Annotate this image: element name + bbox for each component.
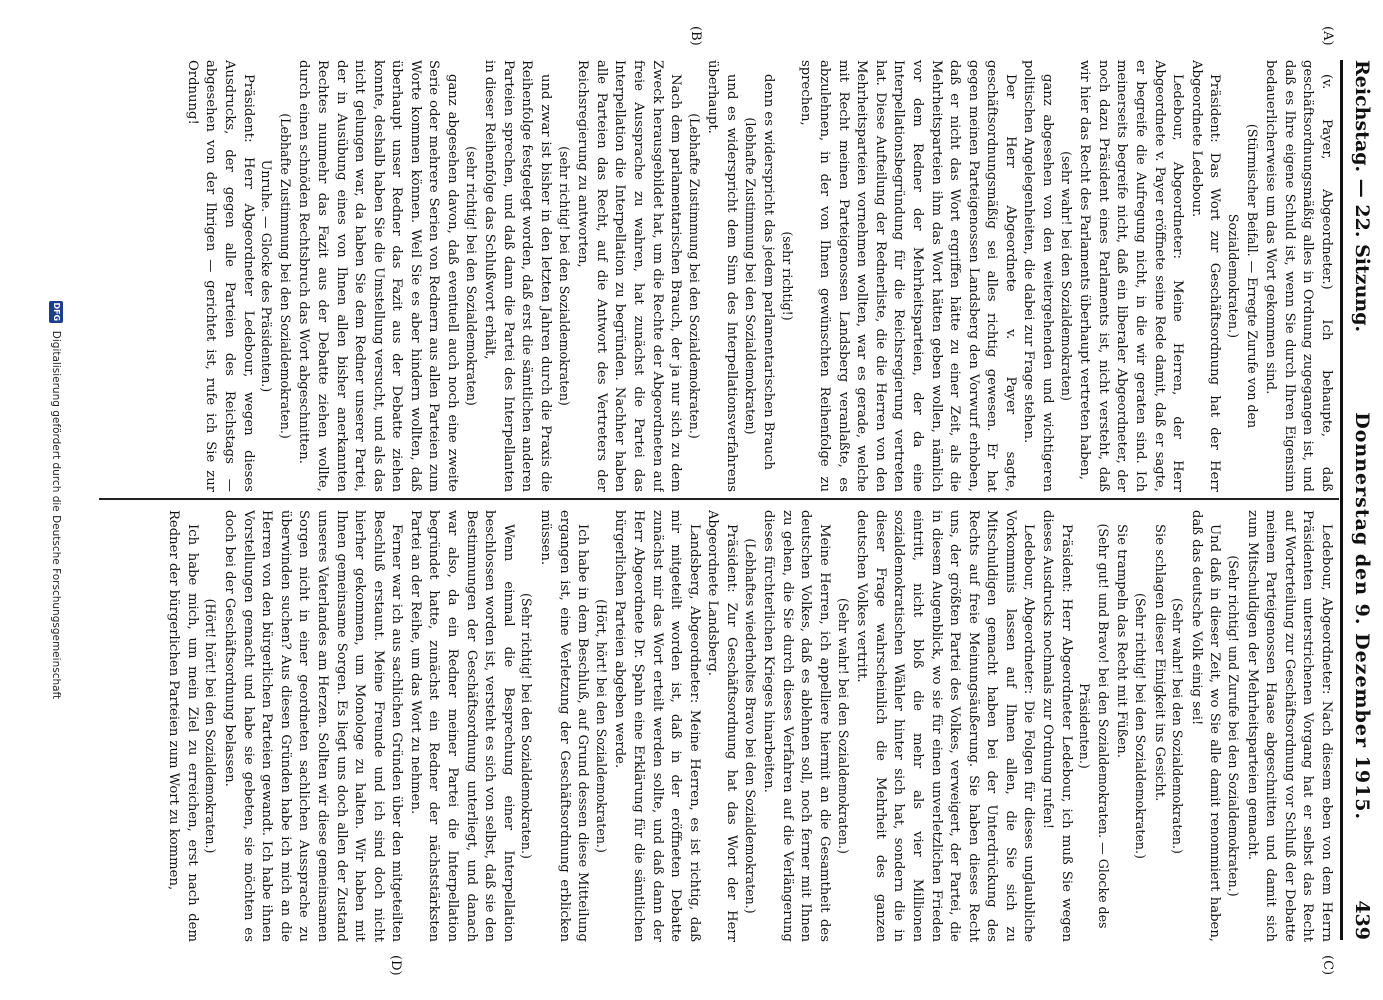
interjection: (sehr wahr! bei den Sozialdemokraten) [1058, 151, 1074, 401]
paragraph: Präsident: Herr Abgeordneter Ledebour, wegen dieses Ausdrucks, der gegen alle Parteien des Reichstags — abgesehen von der Ihrigen — gerichtet ist, rufe ich Sie zur Ordnung! [184, 60, 256, 492]
interjection: (sehr richtig! bei den Sozialdemokraten) [556, 146, 572, 406]
paragraph: Präsident: Herr Abgeordneter Ledebour, ich muß Sie wegen dieses Ausdrucks nochmals zur Ordnung rufen! [1040, 510, 1074, 942]
paragraph: Sie trampeln das Recht mit Füßen. [1114, 524, 1130, 758]
margin-mark-b: (B) [688, 26, 703, 46]
interjection: (sehr richtig!) [779, 231, 795, 321]
paragraph: Sie schlagen dieser Einigkeit ins Gesicht. [1151, 524, 1167, 802]
paragraph: Ich habe mich, um mein Ziel zu erreichen, erst nach dem Redner der bürgerlichen Parteien zum Wort zu kommen, [166, 510, 200, 942]
interjection: (Lebhafte Zustimmung bei den Sozialdemokraten.) [686, 113, 702, 439]
paragraph: Ferner war ich aus sachlichen Gründen über den mitgeteilten Beschluß erstaunt. Meine Freunde und ich sind doch nicht hierher gekommen, um Monologe zu halten. Wir haben mit Ihnen gemeinsame Sorgen. Es liegt uns doch allen der Zustand unseres Vaterlandes am Herzen. Sollten wir diese gemeinsamen Sorgen nicht in einer geordneten sachlichen Aussprache zu überwinden suchen? Aus diesen Gründen habe ich mich an die Herren von den bürgerlichen Parteien gewandt. Ich habe ihnen Vorstellungen gemacht und habe sie gebeten, sie möchten es doch bei der Geschäftsordnung belassen. [221, 510, 405, 942]
page-header [1342, 60, 1382, 940]
interjection: (Sehr gut! und Bravo! bei den Sozialdemokraten. — Glocke des Präsidenten.) [1077, 523, 1111, 929]
paragraph: Wenn einmal die Besprechung einer Interpellation beschlossen worden ist, versteht es sich von selbst, daß sie den Bestimmungen der Geschäftsordnung unterliegt, und danach war also, da ein Redner meiner Partei die Interpellation begründet hatte, zunächst ein Redner der nächststärksten Partei an der Reihe, um das Wort zu nehmen. [407, 510, 516, 942]
paragraph: und es widerspricht dem Sinn des Interpellationsverfahrens überhaupt. [705, 60, 739, 492]
paragraph: Nach dem parlamentarischen Brauch, der ja nur sich zu dem Zweck herausgebildet hat, um die Rechte der Abgeordneten auf freie Aussprache zu wahren, hat zunächst die Partei das Interpellation die Interpellation zu begründen. Nachher haben alle Parteien das Recht, auf die Antwort des Vertreters der Reichsregierung zu antworten, [575, 60, 684, 492]
paragraph: Und daß in dieser Zeit, wo Sie alle damit renommiert haben, daß das deutsche Volk einig sei! [1188, 510, 1223, 942]
paragraph: Präsident: Zur Geschäftsordnung hat das Wort der Herr Abgeordnete Landsberg. [705, 510, 739, 942]
interjection: Unruhe. — Glocke des Präsidenten.) [259, 159, 275, 393]
paragraph: Ledebour, Abgeordneter: Meine Herren, der Herr Abgeordnete v. Payer eröffnete seine Rede damit, daß er sagte, er begreife die Aufregung nicht, in die wir geraten sind. Ich meinerseits begreife nicht, daß ein liberaler Abgeordneter, der noch dazu Präsident eines Parlaments ist, nicht versteht, daß wir hier das Recht des Parlaments überhaupt vertreten haben, [1077, 60, 1186, 492]
left-column [95, 60, 1335, 492]
paragraph: Präsident: Das Wort zur Geschäftsordnung hat der Herr Abgeordnete Ledebour. [1188, 60, 1223, 492]
interjection: (sehr richtig! bei den Sozialdemokraten) [463, 146, 479, 406]
interjection: (Sehr wahr! bei den Sozialdemokraten.) [835, 598, 851, 854]
footer-text: Digitalisierung gefördert durch die Deutsche Forschungsgemeinschaft [50, 330, 62, 700]
interjection: (Hört, hört! bei den Sozialdemokraten.) [593, 599, 609, 853]
right-column [95, 510, 1335, 942]
interjection: (Lebhaftes wiederholtes Bravo bei den Sozialdemokraten.) [742, 538, 758, 914]
paragraph: Landsberg, Abgeordneter: Meine Herren, es ist richtig, daß mir mitgeteilt worden ist, daß in der eröffneten Debatte zunächst mir das Wort erteilt werden sollte, und daß dann der Herr Abgeordnete Dr. Spahn eine Erklärung für die sämtlichen bürgerlichen Parteien abgeben werde. [612, 510, 702, 942]
page-number: 439 [1351, 900, 1373, 940]
paragraph: Der Herr Abgeordnete v. Payer sagte, geschäftsordnungsmäßig sei alles richtig gewesen. Er hat gegen meinen Parteigenossen Landsberg den Vorwurf erhoben, daß er nicht das Wort ergriffen hätte zu einer Zeit, als die Mehrheitsparteien ihm das Wort hätten geben wollen, nämlich vor dem Redner der Mehrheitsparteien, der da eine Interpellationsbegründung für die Reichsregierung vertreten hat. Diese Aufteilung der Rednerliste, die die Herren von den Mehrheitsparteien vornehmen wollten, war es gerade, welche mit Recht meinen Parteigenossen Landsberg veranlaßte, es abzulehnen, in der von Ihnen gewünschten Reihenfolge zu sprechen, [798, 60, 1018, 492]
margin-mark-d: (D) [388, 955, 403, 976]
interjection: (Lebhafte Zustimmung bei den Sozialdemokraten.) [277, 113, 293, 439]
paragraph: Ledebour, Abgeordneter: Nach diesem eben von dem Herrn Präsidenten unterstrichenen Vorgang hat er selbst das Recht auf Worterteilung zur Geschäftsordnung vor Schluß der Debatte meinem Parteigenossen Haase abgeschnitten und damit sich zum Mitschuldigen der Mehrheitsparteien gemacht. [1244, 510, 1334, 942]
paragraph: ganz abgesehen von den weitergehenden und wichtigeren politischen Angelegenheiten, die dabei zur Frage stehen. [1021, 60, 1056, 492]
margin-mark-a: (A) [1320, 26, 1335, 46]
paragraph: ganz abgesehen davon, daß eventuell auch noch eine zweite Serie oder mehrere Serien von Rednern aus allen Parteien zum Worte kommen können. Weil Sie es aber hindern wollten, daß überhaupt unser Redner das Fazit aus der Debatte ziehen konnte, deshalb haben Sie die Umstellung versucht, und als das nicht gelungen war, da haben Sie dem Redner unserer Partei, der in Ausübung eines von Ihnen allen bisher anerkannten Rechtes nunmehr das Fazit aus der Debatte ziehen wollte, durch einen schnöden Rechtsbruch das Wort abgeschnitten. [296, 60, 461, 492]
interjection: (Sehr richtig! und Zurufe bei den Sozialdemokraten.) [1226, 555, 1242, 897]
paragraph: denn es widerspricht das jedem parlamentarischen Brauch [761, 74, 777, 470]
header-left: Reichstag. — 22. Sitzung. [1351, 60, 1373, 333]
paragraph: Ich habe in dem Beschluß, auf Grund dessen diese Mitteilung ergangen ist, eine Verletzung der Geschäftsordnung erblicken müssen. [538, 510, 591, 942]
interjection: (Sehr wahr! bei den Sozialdemokraten.) [1170, 598, 1186, 854]
margin-mark-c: (C) [1320, 955, 1335, 976]
interjection: (Sehr richtig! bei den Sozialdemokraten.) [1133, 593, 1149, 859]
paragraph: (v. Payer, Abgeordneter.) Ich behaupte, daß geschäftsordnungsmäßig alles in Ordnung zugegangen ist, und daß es Ihre eigene Schuld ist, wenn Sie durch Ihren Eigensinn bedauerlicherweise um das Wort gekommen sind. [1263, 60, 1334, 492]
interjection: (Sehr richtig! bei den Sozialdemokraten.) [519, 593, 535, 859]
column-divider [99, 498, 1339, 500]
header-rule [1340, 60, 1343, 940]
paragraph: Meine Herren, ich appelliere hiermit an die Gesamtheit des deutschen Volkes, daß es ablehnen soll, noch ferner mit Ihnen zu gehen, die Sie durch dieses Verfahren auf die Verlängerung dieses fürchterlichen Krieges hinarbeiten. [761, 510, 832, 942]
interjection: (Stürmischer Beifall. — Erregte Zurufe von den Sozialdemokraten.) [1226, 123, 1260, 429]
interjection: (lebhafte Zustimmung bei den Sozialdemokraten) [742, 117, 758, 435]
dfg-logo: DFG [49, 301, 63, 323]
page-footer [39, 0, 73, 1000]
interjection: (Hört! hört! bei den Sozialdemokraten.) [203, 598, 219, 854]
paragraph: Ledebour, Abgeordneter: Die Folgen für dieses unglaubliche Vorkommnis lassen auf Ihnen allen, die Sie sich zu Mitschuldigen gemacht haben bei der Unterdrückung des Rechts auf freie Meinungsäußerung. Sie haben dieses Recht uns, der größten Partei des Volkes, verweigert, der Partei, die in diesem Augenblick, wo sie für einen unverletzlichen Frieden eintritt, nicht bloß die mehr als vier Millionen sozialdemokratischen Wähler hinter sich hat, sondern die in dieser Frage wahrscheinlich die Mehrheit des ganzen deutschen Volkes vertritt. [854, 510, 1037, 942]
header-date: Donnerstag den 9. Dezember 1915. [1351, 412, 1373, 821]
paragraph: und zwar ist bisher in den letzten Jahren durch die Praxis die Reihenfolge festgelegt worden, daß erst die sämtlichen anderen Parteien sprechen, und daß dann die Partei des Interpellanten in dieser Reihenfolge das Schlußwort erhält, [482, 60, 554, 492]
